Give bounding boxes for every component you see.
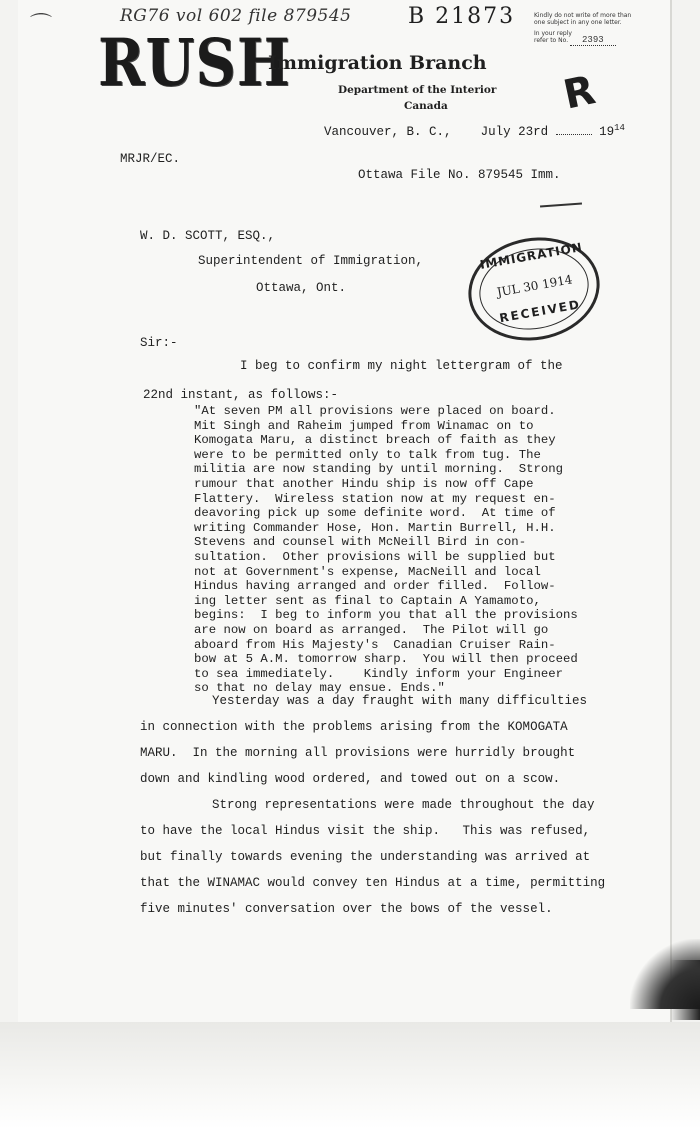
quote-line: begins: I beg to inform you that all the provisions — [194, 608, 578, 623]
recipient-name: W. D. SCOTT, ESQ., — [140, 229, 276, 243]
quote-line: writing Commander Hose, Hon. Martin Burrell, H.H. — [194, 520, 556, 535]
body-line: MARU. In the morning all provisions were hurridly brought — [140, 746, 576, 760]
refer-label: refer to No. — [534, 37, 569, 44]
scribble-mark: ⌒ — [30, 13, 53, 38]
quote-line: rumour that another Hindu ship is now off Cape — [194, 476, 534, 491]
stamp-date: JUL 30 1914 — [495, 272, 574, 300]
body-line: to have the local Hindus visit the ship. This was refused, — [140, 824, 591, 838]
quote-line: Stevens and counsel with McNeill Bird in con- — [194, 535, 527, 550]
quote-line: bow at 5 A.M. tomorrow sharp. You will then proceed — [194, 652, 578, 667]
salutation: Sir:- — [140, 336, 178, 350]
quote-line: to sea immediately. Kindly inform your Engineer — [194, 666, 563, 681]
letter-body — [140, 688, 660, 922]
quote-line: are now on board as arranged. The Pilot will go — [194, 622, 549, 637]
quote-line: Mit Singh and Raheim jumped from Winamac on to — [194, 418, 534, 433]
scan-corner-shadow — [630, 939, 700, 1009]
body-line: but finally towards evening the understanding was arrived at — [140, 850, 591, 864]
body-line: Strong representations were made throughout the day — [212, 798, 595, 812]
body-line: in connection with the problems arising from the KOMOGATA — [140, 720, 568, 734]
intro-line-2: 22nd instant, as follows:- — [143, 388, 339, 402]
quote-line: deavoring pick up some definite word. At time of — [194, 506, 556, 521]
handwritten-r-mark: R — [559, 67, 600, 119]
lettergram-quote — [194, 404, 578, 696]
date-day: July 23rd — [480, 125, 549, 140]
branch-title: Immigration Branch — [268, 52, 487, 74]
notice-text — [534, 12, 631, 44]
date-year-suffix: 14 — [614, 123, 625, 133]
quote-line: "At seven PM all provisions were placed on board. — [194, 404, 556, 418]
quote-line: Komogata Maru, a distinct breach of faith as they — [194, 433, 556, 448]
body-line: five minutes' conversation over the bows of the vessel. — [140, 902, 553, 916]
country-name: Canada — [404, 100, 448, 112]
body-line: that the WINAMAC would convey ten Hindus at a time, permitting — [140, 876, 606, 890]
quote-line: Hindus having arranged and order filled. Follow- — [194, 579, 556, 594]
quote-line: militia are now standing by until morning. Strong — [194, 462, 563, 477]
quote-line: were to be permitted only to talk from tug. The — [194, 447, 541, 462]
date-place: Vancouver, B. C., — [324, 125, 452, 140]
quote-line: aboard from His Majesty's Canadian Cruiser Rain- — [194, 637, 556, 652]
department-name: Department of the Interior — [338, 84, 497, 96]
scan-margin — [0, 1022, 700, 1129]
rush-stamp: RUSH — [98, 25, 291, 101]
date-line — [324, 123, 625, 139]
recipient-city: Ottawa, Ont. — [256, 281, 347, 295]
handwritten-reference: RG76 vol 602 file 879545 — [120, 6, 352, 26]
initials: MRJR/EC. — [120, 152, 181, 166]
stamp-bottom-text: RECEIVED — [498, 297, 582, 326]
refer-number: 2393 — [570, 35, 616, 46]
intro-line-1: I beg to confirm my night lettergram of the — [240, 359, 563, 373]
quote-line: sultation. Other provisions will be supplied but — [194, 549, 556, 564]
quote-line: so that no delay may ensue. Ends." — [194, 681, 445, 696]
ottawa-file-ref: Ottawa File No. 879545 Imm. — [358, 168, 561, 182]
reply-label: In your reply — [534, 30, 572, 37]
body-line: down and kindling wood ordered, and towed out on a scow. — [140, 772, 561, 786]
date-year-prefix: 19 — [599, 125, 615, 140]
stamp-top-text: IMMIGRATION — [478, 240, 584, 272]
notice-line-2: one subject in any one letter. — [534, 19, 622, 26]
body-line: Yesterday was a day fraught with many difficulties — [212, 694, 588, 708]
quote-line: ing letter sent as final to Captain A Yamamoto, — [194, 593, 541, 608]
recipient-title: Superintendent of Immigration, — [198, 254, 424, 268]
file-stamp: B 21873 — [408, 4, 516, 29]
quote-line: Flattery. Wireless station now at my request en- — [194, 491, 556, 506]
quote-line: not at Government's expense, MacNeill and local — [194, 564, 541, 579]
notice-line-1: Kindly do not write of more than — [534, 12, 632, 19]
